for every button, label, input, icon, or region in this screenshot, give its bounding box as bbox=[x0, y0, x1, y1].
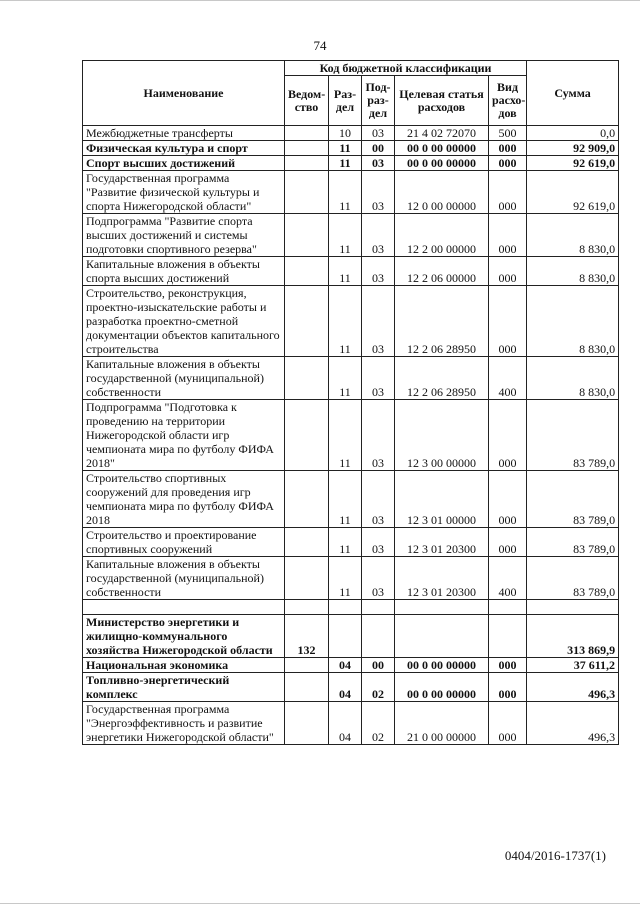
cell-razdel: 11 bbox=[329, 471, 362, 528]
table-row bbox=[83, 600, 619, 615]
cell-vid bbox=[489, 600, 527, 615]
cell-vid: 000 bbox=[489, 658, 527, 673]
cell-ved bbox=[285, 400, 329, 471]
header-celevaya: Целевая статья расходов bbox=[395, 76, 489, 126]
cell-ved: 132 bbox=[285, 615, 329, 658]
cell-sum: 8 830,0 bbox=[527, 214, 619, 257]
cell-ved bbox=[285, 702, 329, 745]
cell-name: Физическая культура и спорт bbox=[83, 141, 285, 156]
cell-vid: 400 bbox=[489, 357, 527, 400]
cell-razdel: 11 bbox=[329, 156, 362, 171]
cell-sum: 83 789,0 bbox=[527, 400, 619, 471]
cell-sum: 496,3 bbox=[527, 702, 619, 745]
cell-name: Национальная экономика bbox=[83, 658, 285, 673]
cell-ved bbox=[285, 658, 329, 673]
cell-razdel: 11 bbox=[329, 557, 362, 600]
cell-ved bbox=[285, 156, 329, 171]
table-row bbox=[83, 141, 619, 156]
cell-podrazdel: 03 bbox=[362, 471, 395, 528]
cell-ved bbox=[285, 126, 329, 141]
table-row bbox=[83, 126, 619, 141]
cell-podrazdel: 03 bbox=[362, 357, 395, 400]
table-row bbox=[83, 658, 619, 673]
cell-name: Капитальные вложения в объекты государственной (муниципальной) собственности bbox=[83, 557, 285, 600]
table-row bbox=[83, 286, 619, 357]
cell-ved bbox=[285, 286, 329, 357]
header-name: Наименование bbox=[83, 61, 285, 126]
scan-edge-bottom bbox=[0, 903, 640, 904]
cell-name: Спорт высших достижений bbox=[83, 156, 285, 171]
cell-sum: 92 909,0 bbox=[527, 141, 619, 156]
cell-razdel bbox=[329, 600, 362, 615]
cell-vid: 000 bbox=[489, 702, 527, 745]
cell-podrazdel: 03 bbox=[362, 171, 395, 214]
table-row bbox=[83, 400, 619, 471]
cell-podrazdel: 02 bbox=[362, 702, 395, 745]
cell-podrazdel: 03 bbox=[362, 557, 395, 600]
cell-podrazdel: 03 bbox=[362, 286, 395, 357]
cell-sum: 83 789,0 bbox=[527, 557, 619, 600]
cell-sum: 313 869,9 bbox=[527, 615, 619, 658]
cell-vid: 400 bbox=[489, 557, 527, 600]
cell-razdel: 11 bbox=[329, 400, 362, 471]
scan-edge-top bbox=[0, 0, 640, 1]
cell-vid: 000 bbox=[489, 257, 527, 286]
cell-name: Подпрограмма "Развитие спорта высших достижений и системы подготовки спортивного резерва" bbox=[83, 214, 285, 257]
cell-sum: 83 789,0 bbox=[527, 528, 619, 557]
cell-ved bbox=[285, 471, 329, 528]
cell-razdel: 04 bbox=[329, 658, 362, 673]
cell-cs: 12 2 06 28950 bbox=[395, 286, 489, 357]
cell-name: Капитальные вложения в объекты государственной (муниципальной) собственности bbox=[83, 357, 285, 400]
cell-cs: 12 3 01 00000 bbox=[395, 471, 489, 528]
cell-vid: 000 bbox=[489, 171, 527, 214]
table-row bbox=[83, 214, 619, 257]
cell-sum: 8 830,0 bbox=[527, 257, 619, 286]
table-row bbox=[83, 702, 619, 745]
cell-razdel: 11 bbox=[329, 528, 362, 557]
cell-name: Государственная программа "Развитие физической культуры и спорта Нижегородской области" bbox=[83, 171, 285, 214]
cell-name: Министерство энергетики и жилищно-коммунального хозяйства Нижегородской области bbox=[83, 615, 285, 658]
cell-podrazdel: 03 bbox=[362, 214, 395, 257]
table-row bbox=[83, 471, 619, 528]
budget-table bbox=[82, 60, 619, 745]
cell-podrazdel: 03 bbox=[362, 400, 395, 471]
cell-ved bbox=[285, 673, 329, 702]
cell-podrazdel: 02 bbox=[362, 673, 395, 702]
cell-cs: 12 3 01 20300 bbox=[395, 528, 489, 557]
cell-cs bbox=[395, 600, 489, 615]
cell-ved bbox=[285, 557, 329, 600]
cell-sum: 83 789,0 bbox=[527, 471, 619, 528]
cell-podrazdel: 03 bbox=[362, 126, 395, 141]
cell-cs: 00 0 00 00000 bbox=[395, 658, 489, 673]
cell-cs: 12 3 00 00000 bbox=[395, 400, 489, 471]
cell-cs: 12 2 06 28950 bbox=[395, 357, 489, 400]
cell-razdel: 11 bbox=[329, 257, 362, 286]
cell-razdel: 11 bbox=[329, 214, 362, 257]
cell-razdel: 10 bbox=[329, 126, 362, 141]
cell-vid: 000 bbox=[489, 156, 527, 171]
cell-cs: 00 0 00 00000 bbox=[395, 141, 489, 156]
cell-vid: 500 bbox=[489, 126, 527, 141]
cell-vid bbox=[489, 615, 527, 658]
header-vid: Вид расхо-дов bbox=[489, 76, 527, 126]
table-row bbox=[83, 528, 619, 557]
cell-name: Подпрограмма "Подготовка к проведению на территории Нижегородской области игр чемпионата мира по футболу ФИФА 2018" bbox=[83, 400, 285, 471]
cell-name: Межбюджетные трансферты bbox=[83, 126, 285, 141]
cell-razdel: 11 bbox=[329, 141, 362, 156]
cell-ved bbox=[285, 141, 329, 156]
header-classification-group: Код бюджетной классификации bbox=[285, 61, 527, 76]
header-vedomstvo: Ведом-ство bbox=[285, 76, 329, 126]
cell-podrazdel: 03 bbox=[362, 156, 395, 171]
cell-sum: 8 830,0 bbox=[527, 286, 619, 357]
cell-sum bbox=[527, 600, 619, 615]
cell-sum: 8 830,0 bbox=[527, 357, 619, 400]
cell-razdel bbox=[329, 615, 362, 658]
cell-sum: 496,3 bbox=[527, 673, 619, 702]
table-row bbox=[83, 171, 619, 214]
cell-vid: 000 bbox=[489, 528, 527, 557]
cell-razdel: 11 bbox=[329, 357, 362, 400]
cell-podrazdel: 00 bbox=[362, 141, 395, 156]
cell-razdel: 04 bbox=[329, 673, 362, 702]
cell-cs: 21 0 00 00000 bbox=[395, 702, 489, 745]
cell-vid: 000 bbox=[489, 286, 527, 357]
cell-ved bbox=[285, 257, 329, 286]
cell-ved bbox=[285, 171, 329, 214]
cell-name: Государственная программа "Энергоэффективность и развитие энергетики Нижегородской области" bbox=[83, 702, 285, 745]
cell-podrazdel: 03 bbox=[362, 257, 395, 286]
table-row bbox=[83, 357, 619, 400]
cell-podrazdel bbox=[362, 615, 395, 658]
cell-razdel: 04 bbox=[329, 702, 362, 745]
cell-cs: 21 4 02 72070 bbox=[395, 126, 489, 141]
cell-cs: 12 3 01 20300 bbox=[395, 557, 489, 600]
cell-name: Строительство и проектирование спортивных сооружений bbox=[83, 528, 285, 557]
cell-cs: 12 2 00 00000 bbox=[395, 214, 489, 257]
cell-sum: 92 619,0 bbox=[527, 171, 619, 214]
cell-vid: 000 bbox=[489, 400, 527, 471]
cell-podrazdel bbox=[362, 600, 395, 615]
cell-name: Топливно-энергетический комплекс bbox=[83, 673, 285, 702]
header-summa: Сумма bbox=[527, 61, 619, 126]
cell-ved bbox=[285, 528, 329, 557]
table-row bbox=[83, 673, 619, 702]
cell-razdel: 11 bbox=[329, 171, 362, 214]
cell-name: Строительство, реконструкция, проектно-изыскательские работы и разработка проектно-сметной документации объектов капитального строительства bbox=[83, 286, 285, 357]
cell-cs: 12 2 06 00000 bbox=[395, 257, 489, 286]
cell-sum: 37 611,2 bbox=[527, 658, 619, 673]
cell-razdel: 11 bbox=[329, 286, 362, 357]
cell-name: Капитальные вложения в объекты спорта высших достижений bbox=[83, 257, 285, 286]
table-row bbox=[83, 257, 619, 286]
cell-cs: 00 0 00 00000 bbox=[395, 673, 489, 702]
page-number: 74 bbox=[313, 38, 327, 53]
cell-ved bbox=[285, 600, 329, 615]
document-code: 0404/2016-1737(1) bbox=[504, 848, 606, 863]
cell-cs: 00 0 00 00000 bbox=[395, 156, 489, 171]
cell-sum: 92 619,0 bbox=[527, 156, 619, 171]
cell-podrazdel: 00 bbox=[362, 658, 395, 673]
cell-name: Строительство спортивных сооружений для проведения игр чемпионата мира по футболу ФИФА 2018 bbox=[83, 471, 285, 528]
cell-ved bbox=[285, 214, 329, 257]
cell-sum: 0,0 bbox=[527, 126, 619, 141]
cell-vid: 000 bbox=[489, 141, 527, 156]
cell-vid: 000 bbox=[489, 214, 527, 257]
cell-vid: 000 bbox=[489, 673, 527, 702]
cell-cs bbox=[395, 615, 489, 658]
cell-podrazdel: 03 bbox=[362, 528, 395, 557]
cell-vid: 000 bbox=[489, 471, 527, 528]
table-row bbox=[83, 615, 619, 658]
table-row bbox=[83, 557, 619, 600]
table-body bbox=[83, 126, 619, 745]
cell-ved bbox=[285, 357, 329, 400]
header-podrazdel: Под-раз-дел bbox=[362, 76, 395, 126]
cell-cs: 12 0 00 00000 bbox=[395, 171, 489, 214]
table-row bbox=[83, 156, 619, 171]
cell-name bbox=[83, 600, 285, 615]
header-razdel: Раз-дел bbox=[329, 76, 362, 126]
